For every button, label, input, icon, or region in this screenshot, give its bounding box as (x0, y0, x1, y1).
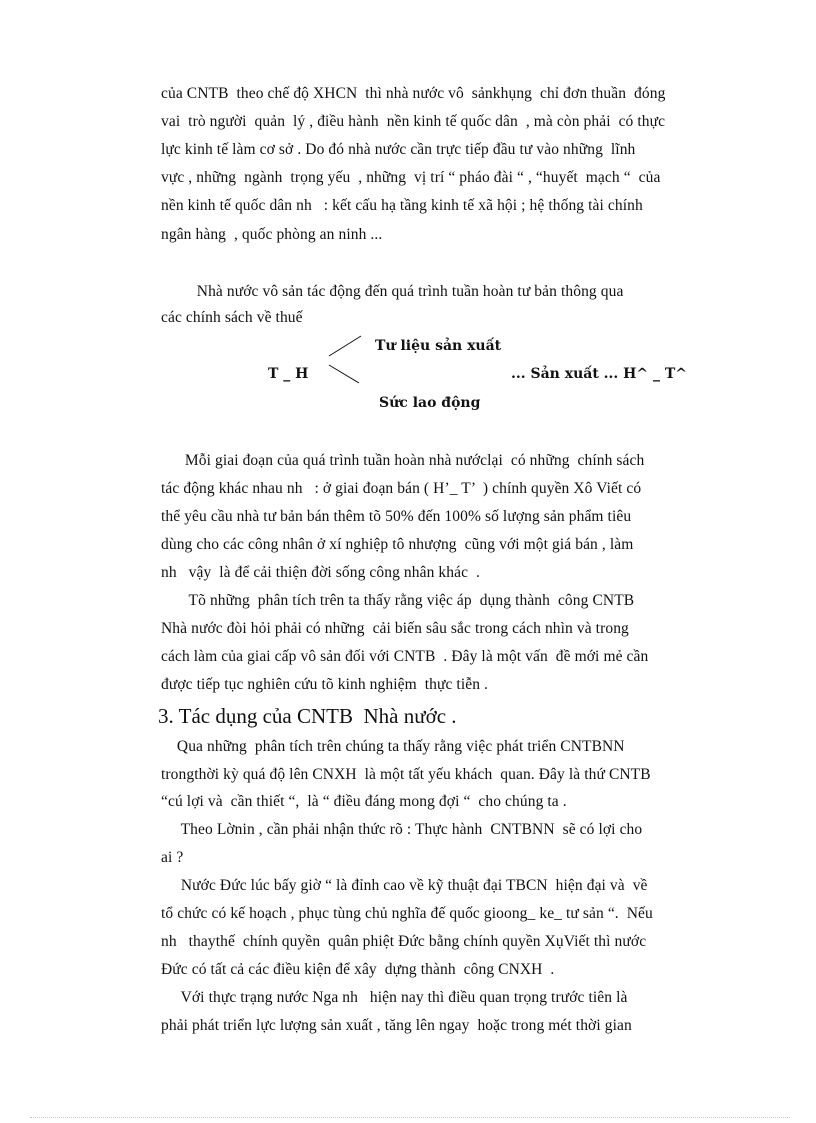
text-line: Qua những phân tích trên chúng ta thấy rằng việc phát triển CNTBNN (161, 738, 625, 755)
text-line: nh thaythế chính quyền quân phiệt Đức bằng chính quyền XụViết thì nước (161, 933, 647, 950)
text-line: vực , những ngành trọng yếu , những vị trí “ pháo đài “ , “huyết mạch “ của (161, 169, 661, 186)
upper-branch-label: Tư liệu sản xuất (375, 338, 502, 354)
page-bottom-border (30, 1117, 790, 1118)
text-line: Nước Đức lúc bấy giờ “ là đỉnh cao về kỹ thuật đại TBCN hiện đại và về (161, 877, 648, 894)
text-line: lực kinh tế làm cơ sở . Do đó nhà nước cần trực tiếp đầu tư vào những lĩnh (161, 141, 636, 158)
text-line: vai trò người quản lý , điều hành nền kinh tế quốc dân , mà còn phải có thực (161, 113, 666, 130)
section-heading: 3. Tác dụng của CNTB Nhà nước . (158, 704, 457, 728)
text-line: của CNTB theo chế độ XHCN thì nhà nước vô sảnkhụng chỉ đơn thuần đóng (161, 85, 666, 102)
text-line: Nhà nước đòi hỏi phải có những cải biến sâu sắc trong cách nhìn và trong (161, 620, 629, 637)
lower-branch-line (329, 365, 359, 383)
text-line: tổ chức có kế hoạch , phục tùng chủ nghĩa đế quốc gioong_ ke_ tư sản “. Nếu (161, 905, 653, 922)
text-line: ai ? (161, 849, 184, 866)
text-line: Mỗi giai đoạn của quá trình tuần hoàn nhà nướclại có những chính sách (161, 452, 645, 469)
upper-branch-line (329, 336, 361, 356)
text-line: các chính sách về thuế (161, 309, 303, 326)
text-line: phải phát triển lực lượng sản xuất , tăng lên ngay hoặc trong mét thời gian (161, 1017, 632, 1034)
text-line: ngân hàng , quốc phòng an ninh ... (161, 226, 383, 243)
text-line: được tiếp tục nghiên cứu tõ kinh nghiệm thực tiễn . (161, 676, 489, 693)
text-line: tác động khác nhau nh : ở giai đoạn bán ( H’_ T’ ) chính quyền Xô Viết có (161, 480, 642, 497)
continuation-label: ... Sản xuất ... H^ _ T^ (511, 366, 688, 382)
text-line: Theo Lờnin , cần phải nhận thức rõ : Thực hành CNTBNN sẽ có lợi cho (161, 821, 643, 838)
text-line: nh vậy là để cải thiện đời sống công nhân khác . (161, 564, 481, 581)
text-line: trongthời kỳ quá độ lên CNXH là một tất yếu khách quan. Đây là thứ CNTB (161, 766, 651, 783)
text-line: dùng cho các công nhân ở xí nghiệp tô nhượng cũng với một giá bán , làm (161, 536, 634, 553)
text-line: cách làm của giai cấp vô sản đối với CNTB . Đây là một vấn đề mới mẻ cần (161, 648, 649, 665)
text-line: Đức có tất cả các điều kiện để xây dựng thành công CNXH . (161, 961, 555, 978)
start-label: T _ H (268, 366, 309, 382)
text-line: Nhà nước vô sản tác động đến quá trình tuần hoàn tư bản thông qua (161, 283, 624, 300)
text-line: Với thực trạng nước Nga nh hiện nay thì điều quan trọng trước tiên là (161, 989, 628, 1006)
text-line: Tõ những phân tích trên ta thấy rằng việc áp dụng thành công CNTB (161, 592, 635, 609)
text-line: nền kinh tế quốc dân nh : kết cấu hạ tầng kinh tế xã hội ; hệ thống tài chính (161, 197, 643, 214)
text-line: “cú lợi và cần thiết “, là “ điều đáng mong đợi “ cho chúng ta . (161, 793, 567, 810)
lower-branch-label: Sức lao động (379, 395, 481, 411)
text-line: thể yêu cầu nhà tư bản bán thêm tõ 50% đến 100% số lượng sản phẩm tiêu (161, 508, 632, 525)
